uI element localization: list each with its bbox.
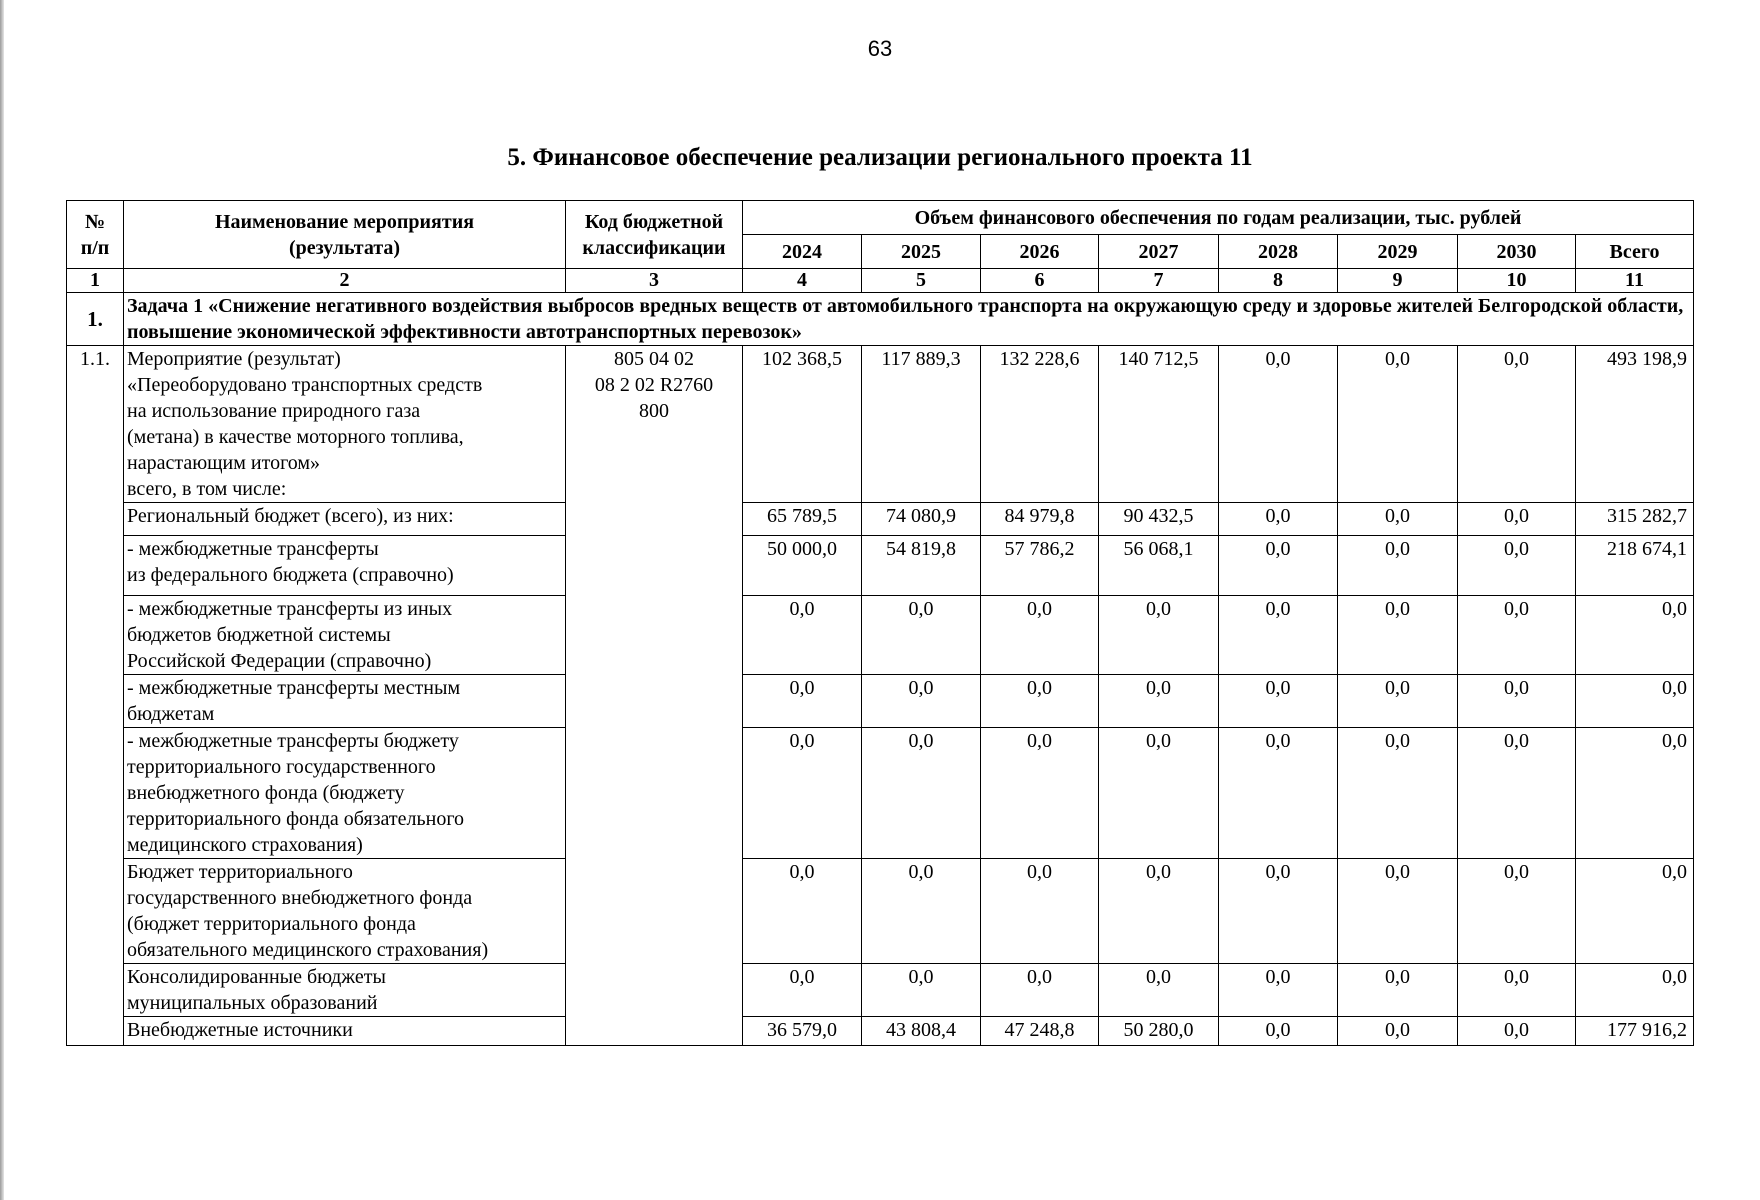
column-numbers-row bbox=[67, 269, 1694, 293]
cell-value: 0,0 bbox=[1338, 596, 1458, 675]
cell-value: 0,0 bbox=[1338, 859, 1458, 964]
cell-value: 0,0 bbox=[1458, 859, 1576, 964]
table-row bbox=[67, 859, 1694, 964]
cell-value: 0,0 bbox=[1458, 596, 1576, 675]
cell-value: 0,0 bbox=[743, 964, 862, 1017]
cell-value: 0,0 bbox=[1458, 503, 1576, 536]
cell-value: 0,0 bbox=[1338, 728, 1458, 859]
column-number: 8 bbox=[1219, 269, 1338, 293]
cell-total: 177 916,2 bbox=[1576, 1017, 1694, 1046]
cell-value: 65 789,5 bbox=[743, 503, 862, 536]
cell-value: 0,0 bbox=[1219, 1017, 1338, 1046]
column-number: 9 bbox=[1338, 269, 1458, 293]
header-year: 2025 bbox=[862, 235, 981, 269]
header-total: Всего bbox=[1576, 235, 1694, 269]
cell-value: 0,0 bbox=[1219, 503, 1338, 536]
column-number: 6 bbox=[981, 269, 1099, 293]
cell-value: 0,0 bbox=[1099, 859, 1219, 964]
row-name: - межбюджетные трансферты бюджету территориального государственного внебюджетного фонда (бюджету территориального фонда обязательного медицинского страхования) bbox=[124, 728, 566, 859]
cell-value: 43 808,4 bbox=[862, 1017, 981, 1046]
cell-total: 0,0 bbox=[1576, 964, 1694, 1017]
row-name: Внебюджетные источники bbox=[124, 1017, 566, 1046]
cell-value: 0,0 bbox=[1099, 596, 1219, 675]
table-row bbox=[67, 675, 1694, 728]
cell-value: 0,0 bbox=[1338, 1017, 1458, 1046]
cell-value: 0,0 bbox=[862, 859, 981, 964]
cell-value: 0,0 bbox=[862, 964, 981, 1017]
header-year: 2027 bbox=[1099, 235, 1219, 269]
row-name: Бюджет территориального государственного внебюджетного фонда (бюджет территориального фонда обязательного медицинского страхования) bbox=[124, 859, 566, 964]
cell-value: 0,0 bbox=[1338, 346, 1458, 503]
cell-value: 0,0 bbox=[981, 596, 1099, 675]
cell-value: 84 979,8 bbox=[981, 503, 1099, 536]
cell-value: 0,0 bbox=[1458, 964, 1576, 1017]
row-name: Региональный бюджет (всего), из них: bbox=[124, 503, 566, 536]
column-number: 2 bbox=[124, 269, 566, 293]
cell-value: 0,0 bbox=[981, 964, 1099, 1017]
cell-value: 0,0 bbox=[1338, 675, 1458, 728]
cell-value: 0,0 bbox=[981, 859, 1099, 964]
cell-value: 50 000,0 bbox=[743, 536, 862, 596]
cell-total: 493 198,9 bbox=[1576, 346, 1694, 503]
header-year: 2026 bbox=[981, 235, 1099, 269]
cell-value: 0,0 bbox=[1219, 346, 1338, 503]
column-number: 1 bbox=[67, 269, 124, 293]
cell-value: 0,0 bbox=[743, 728, 862, 859]
task-row bbox=[67, 293, 1694, 346]
cell-value: 0,0 bbox=[1458, 1017, 1576, 1046]
cell-value: 0,0 bbox=[1458, 675, 1576, 728]
cell-total: 218 674,1 bbox=[1576, 536, 1694, 596]
table-row bbox=[67, 964, 1694, 1017]
cell-value: 0,0 bbox=[1458, 536, 1576, 596]
cell-value: 0,0 bbox=[1219, 675, 1338, 728]
cell-value: 57 786,2 bbox=[981, 536, 1099, 596]
budget-code: 805 04 02 08 2 02 R2760 800 bbox=[566, 346, 743, 1046]
column-number: 4 bbox=[743, 269, 862, 293]
cell-value: 0,0 bbox=[1219, 964, 1338, 1017]
cell-value: 90 432,5 bbox=[1099, 503, 1219, 536]
cell-value: 132 228,6 bbox=[981, 346, 1099, 503]
cell-value: 47 248,8 bbox=[981, 1017, 1099, 1046]
table-row bbox=[67, 536, 1694, 596]
cell-total: 0,0 bbox=[1576, 728, 1694, 859]
cell-value: 50 280,0 bbox=[1099, 1017, 1219, 1046]
task-text: Задача 1 «Снижение негативного воздействия выбросов вредных веществ от автомобильного транспорта на окружающую среду и здоровье жителей Белгородской области, повышение экономической эффективности автотранспортных перевозок» bbox=[124, 293, 1694, 346]
column-number: 5 bbox=[862, 269, 981, 293]
cell-value: 0,0 bbox=[981, 728, 1099, 859]
page-number: 63 bbox=[867, 36, 893, 61]
cell-value: 0,0 bbox=[1219, 728, 1338, 859]
cell-value: 117 889,3 bbox=[862, 346, 981, 503]
cell-value: 0,0 bbox=[1338, 964, 1458, 1017]
header-kbk: Код бюджетной классификации bbox=[566, 201, 743, 269]
column-number: 10 bbox=[1458, 269, 1576, 293]
cell-value: 140 712,5 bbox=[1099, 346, 1219, 503]
table-row bbox=[67, 503, 1694, 536]
cell-value: 0,0 bbox=[1099, 728, 1219, 859]
cell-value: 0,0 bbox=[1458, 346, 1576, 503]
column-number: 3 bbox=[566, 269, 743, 293]
cell-value: 0,0 bbox=[1219, 859, 1338, 964]
page-edge bbox=[0, 0, 4, 1200]
header-year: 2029 bbox=[1338, 235, 1458, 269]
row-name: - межбюджетные трансферты из иных бюджетов бюджетной системы Российской Федерации (справочно) bbox=[124, 596, 566, 675]
row-name: Консолидированные бюджеты муниципальных образований bbox=[124, 964, 566, 1017]
cell-value: 0,0 bbox=[1219, 596, 1338, 675]
header-year: 2028 bbox=[1219, 235, 1338, 269]
page-title: 5. Финансовое обеспечение реализации регионального проекта 11 bbox=[507, 144, 1253, 171]
cell-value: 74 080,9 bbox=[862, 503, 981, 536]
task-number: 1. bbox=[67, 293, 124, 346]
cell-value: 0,0 bbox=[1219, 536, 1338, 596]
cell-value: 0,0 bbox=[862, 675, 981, 728]
column-number: 7 bbox=[1099, 269, 1219, 293]
cell-value: 54 819,8 bbox=[862, 536, 981, 596]
cell-value: 0,0 bbox=[1458, 728, 1576, 859]
cell-value: 56 068,1 bbox=[1099, 536, 1219, 596]
cell-total: 315 282,7 bbox=[1576, 503, 1694, 536]
row-name: - межбюджетные трансферты местным бюджетам bbox=[124, 675, 566, 728]
cell-value: 0,0 bbox=[1099, 675, 1219, 728]
cell-value: 0,0 bbox=[743, 596, 862, 675]
cell-total: 0,0 bbox=[1576, 675, 1694, 728]
header-name: Наименование мероприятия (результата) bbox=[124, 201, 566, 269]
cell-value: 0,0 bbox=[862, 596, 981, 675]
cell-value: 0,0 bbox=[743, 675, 862, 728]
cell-value: 0,0 bbox=[1338, 503, 1458, 536]
financing-table bbox=[66, 200, 1694, 1046]
header-year: 2030 bbox=[1458, 235, 1576, 269]
row-name: Мероприятие (результат) «Переоборудовано транспортных средств на использование природного газа (метана) в качестве моторного топлива, нарастающим итогом» всего, в том числе: bbox=[124, 346, 566, 503]
row-name: - межбюджетные трансферты из федерального бюджета (справочно) bbox=[124, 536, 566, 596]
cell-value: 0,0 bbox=[862, 728, 981, 859]
cell-value: 0,0 bbox=[981, 675, 1099, 728]
column-number: 11 bbox=[1576, 269, 1694, 293]
header-volume: Объем финансового обеспечения по годам реализации, тыс. рублей bbox=[743, 201, 1694, 235]
cell-total: 0,0 bbox=[1576, 859, 1694, 964]
table-row bbox=[67, 596, 1694, 675]
header-num: № п/п bbox=[67, 201, 124, 269]
table-row bbox=[67, 1017, 1694, 1046]
cell-total: 0,0 bbox=[1576, 596, 1694, 675]
cell-value: 0,0 bbox=[743, 859, 862, 964]
cell-value: 102 368,5 bbox=[743, 346, 862, 503]
measure-number: 1.1. bbox=[67, 346, 124, 1046]
cell-value: 0,0 bbox=[1338, 536, 1458, 596]
header-year: 2024 bbox=[743, 235, 862, 269]
cell-value: 0,0 bbox=[1099, 964, 1219, 1017]
table-row bbox=[67, 728, 1694, 859]
table-row bbox=[67, 346, 1694, 503]
cell-value: 36 579,0 bbox=[743, 1017, 862, 1046]
